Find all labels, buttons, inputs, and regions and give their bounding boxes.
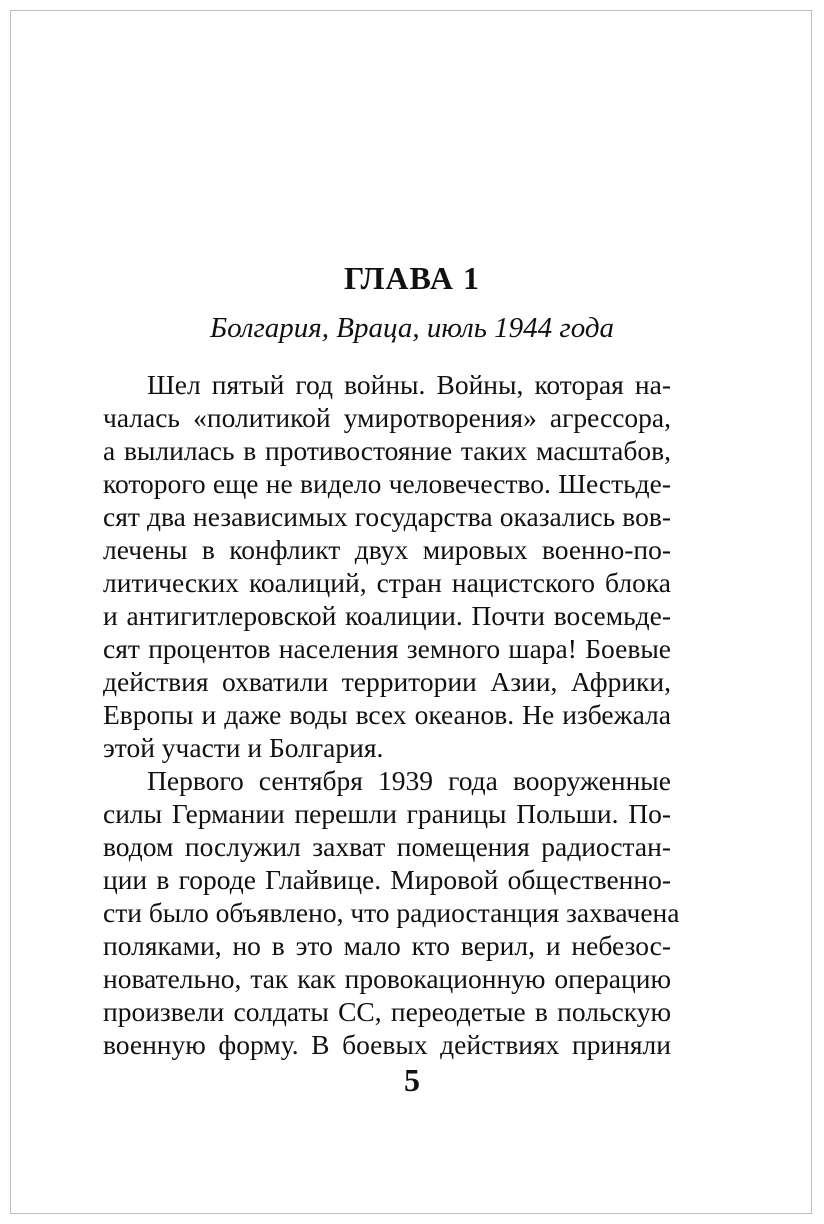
- text-line: чалась «политикой умиротворения» агрессора,: [103, 402, 671, 433]
- text-line: произвели солдаты СС, переодетые в польскую: [103, 996, 671, 1027]
- text-line: а вылилась в противостояние таких масштабов,: [103, 435, 671, 466]
- text-line: и антигитлеровской коалиции. Почти восемьде-: [103, 600, 671, 631]
- text-line: сят процентов населения земного шара! Боевые: [103, 633, 671, 664]
- text-line: новательно, так как провокационную операцию: [103, 963, 671, 994]
- text-line: литических коалиций, стран нацистского блока: [103, 567, 671, 598]
- text-line: Шел пятый год войны. Войны, которая на-: [147, 369, 671, 400]
- text-line: этой участи и Болгария.: [103, 732, 384, 763]
- body-text: [103, 368, 680, 1061]
- text-line: сти было объявлено, что радиостанция захвачена: [103, 897, 680, 928]
- text-line: поляками, но в это мало кто верил, и небезос-: [103, 930, 671, 961]
- chapter-subtitle: Болгария, Враца, июль 1944 года: [209, 312, 615, 344]
- text-line: лечены в конфликт двух мировых военно-по-: [103, 534, 671, 565]
- text-line: действия охватили территории Азии, Африки,: [103, 666, 671, 697]
- text-line: сят два независимых государства оказались вов-: [103, 501, 671, 532]
- text-line: ции в городе Глайвице. Мировой общественно-: [103, 864, 671, 895]
- text-line: которого еще не видело человечество. Шестьде-: [103, 468, 671, 499]
- text-line: Европы и даже воды всех океанов. Не избежала: [103, 699, 671, 730]
- text-line: водом послужил захват помещения радиостан-: [103, 831, 671, 862]
- chapter-title: ГЛАВА 1: [344, 260, 480, 296]
- text-line: военную форму. В боевых действиях приняли: [103, 1029, 671, 1060]
- text-line: силы Германии перешли границы Польши. По-: [103, 798, 671, 829]
- page-number: 5: [404, 1062, 420, 1098]
- text-line: Первого сентября 1939 года вооруженные: [147, 765, 671, 796]
